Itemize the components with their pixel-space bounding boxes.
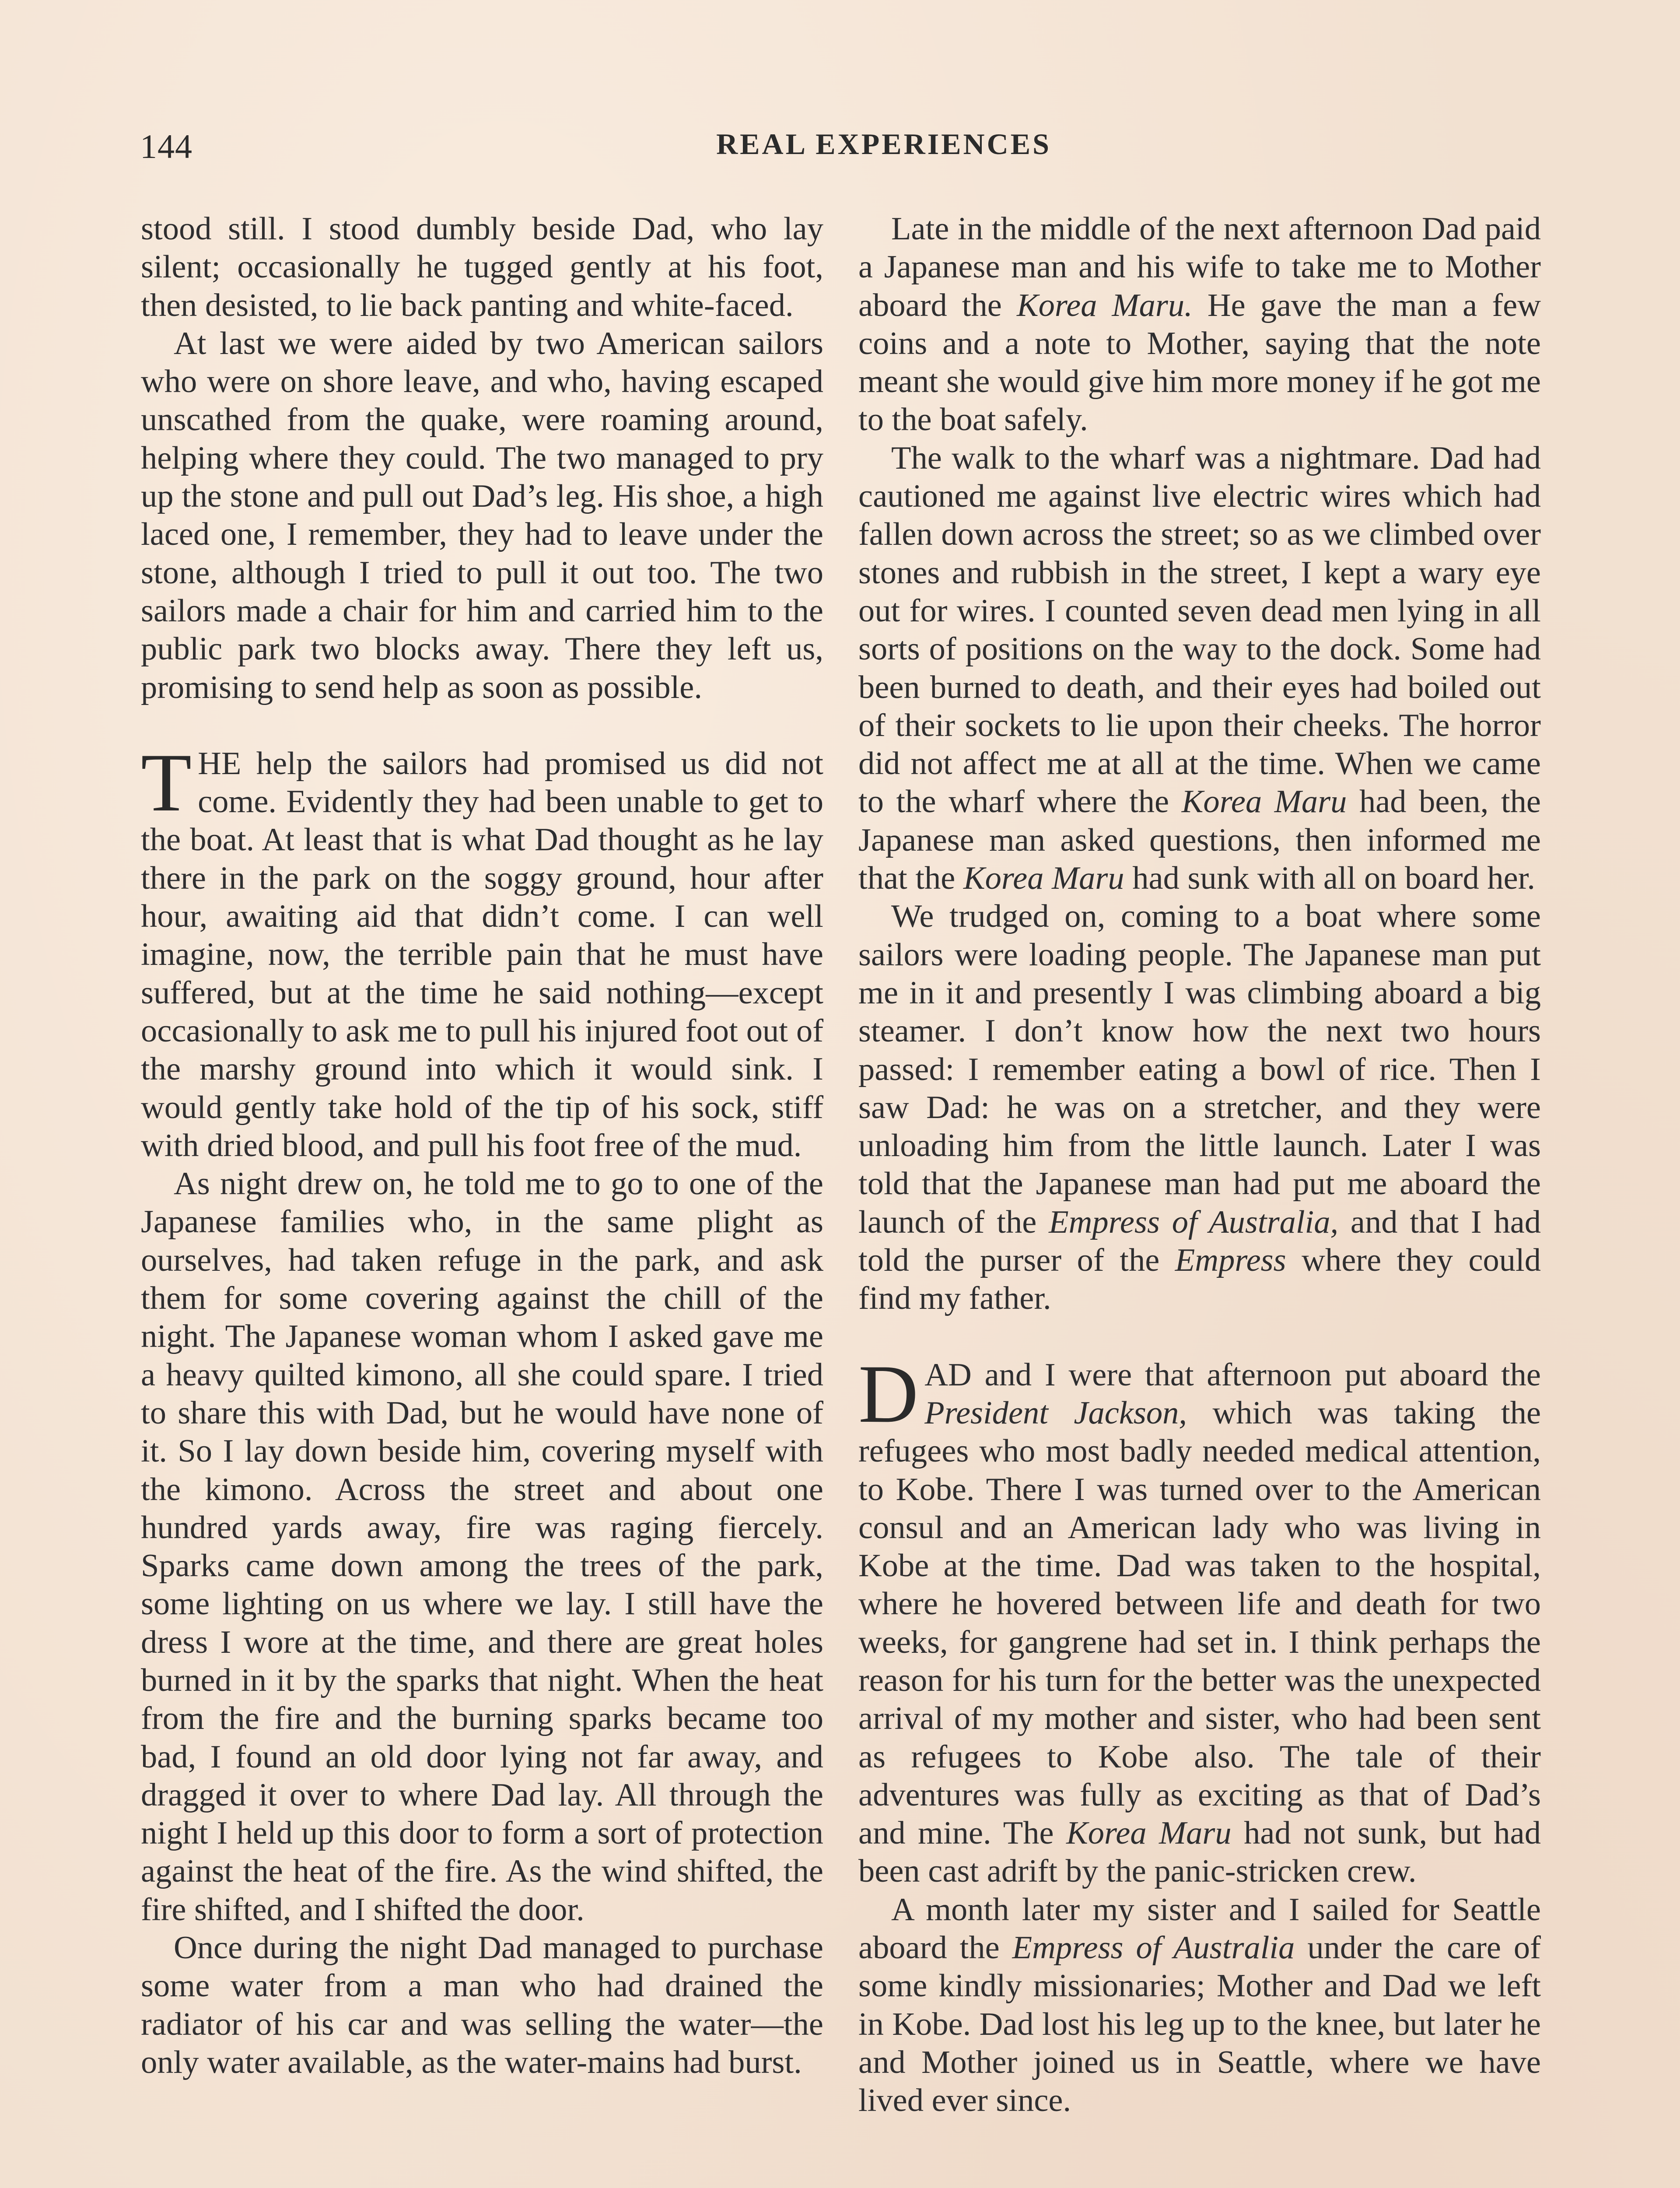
text-run: had not sunk, but had been cast adrift by the panic-stricken crew. [858, 1815, 1541, 1890]
paragraph: stood still. I stood dumbly beside Dad, who lay silent; occasionally he tugged gently at his foot, then desisted, to lie back panting and white-faced. [141, 211, 823, 323]
text-run: Late in the middle of the next afternoon Dad paid a Japanese man and his wife to take me to Mother aboard the [858, 211, 1541, 323]
left-column [141, 210, 823, 2082]
text-run: We trudged on, coming to a boat where some sailors were loading people. The Japanese man put me in it and presently I was climbing aboard a big steamer. I don’t know how the next two hours passed: I remember eating a bowl of rice. Then I saw Dad: he was on a stretcher, and they were unloading him from the little launch. Later I was told that the Japanese man had put me aboard the launch of the [858, 898, 1541, 1240]
ship-name: Korea Maru [1181, 784, 1347, 820]
paragraph: At last we were aided by two American sailors who were on shore leave, and who, having escaped unscathed from the quake, were roaming around, helping where they could. The two managed to pry up the stone and pull out Dad’s leg. His shoe, a high laced one, I remember, they had to leave under the stone, although I tried to pull it out too. The two sailors made a chair for him and carried him to the public park two blocks away. There they left us, promising to send help as soon as possible. [141, 325, 823, 705]
paragraph [858, 439, 1541, 898]
text-run: The walk to the wharf was a nightmare. Dad had cautioned me against live electric wires which had fallen down across the street; so as we climbed over stones and rubbish in the street, I kept a wary eye out for wires. I counted seven dead men lying in all sorts of positions on the way to the dock. Some had been burned to death, and their eyes had boiled out of their sockets to lie upon their cheeks. The horror did not affect me at all at the time. When we came to the wharf where the [858, 440, 1541, 820]
page-number: 144 [140, 127, 192, 165]
ship-name: Korea Maru. [1016, 287, 1193, 323]
ship-name: Korea Maru [963, 860, 1124, 897]
text-run: AD and I were that afternoon put aboard the [924, 1357, 1541, 1393]
text-run: had sunk with all on board her. [1124, 860, 1536, 897]
paragraph-text: HE help the sailors had promised us did not come. Evidently they had been unable to get to the boat. At least that is what Dad thought as he lay there in the park on the soggy ground, hour after hour, awaiting aid that didn’t come. I can well imagine, now, the terrible pain that he must have suffered, but at the time he said nothing—except occasionally to ask me to pull his injured foot out of the marshy ground into which it would sink. I would gently take hold of the tip of his sock, stiff with dried blood, and pull his foot free of the mud. [141, 745, 823, 1164]
paragraph-dropcap [858, 1348, 1541, 1891]
text-run: under the care of some kindly missionaries; Mother and Dad we left in Kobe. Dad lost his leg up to the knee, but later he and Mother joined us in Seattle, where we have lived ever since. [858, 1930, 1541, 2119]
drop-cap: D [858, 1348, 919, 1440]
running-head: REAL EXPERIENCES [716, 127, 1051, 161]
text-run: where they could find my father. [858, 1242, 1541, 1317]
ship-name: President Jackson, [924, 1395, 1187, 1431]
paragraph: Once during the night Dad managed to purchase some water from a man who had drained the radiator of his car and was selling the water—the only water available, as the water-mains had burst. [141, 1930, 823, 2080]
drop-cap: T [141, 736, 192, 829]
page-header [140, 127, 1540, 179]
paragraph [858, 210, 1541, 439]
ship-name: Empress [1175, 1242, 1286, 1279]
text-run: had been, the Japanese man asked questions, then informed me that the [858, 784, 1541, 897]
paragraph [858, 898, 1541, 1318]
ship-name: Korea Maru [1066, 1815, 1232, 1851]
text-run: which was taking the refugees who most badly needed medical attention, to Kobe. There I was turned over to the American consul and an American lady who was living in Kobe at the time. Dad was taken to the hospital, where he hovered between life and death for two weeks, for gangrene had set in. I think perhaps the reason for his turn for the better was the unexpected arrival of my mother and sister, who had been sent as refugees to Kobe also. The tale of their adventures was fully as exciting as that of Dad’s and mine. The [858, 1395, 1541, 1851]
paragraph: As night drew on, he told me to go to one of the Japanese families who, in the same plight as ourselves, had taken refuge in the park, and ask them for some covering against the chill of the night. The Japanese woman whom I asked gave me a heavy quilted kimono, all she could spare. I tried to share this with Dad, but he would have none of it. So I lay down beside him, covering myself with the kimono. Across the street and about one hundred yards away, fire was raging fiercely. Sparks came down among the trees of the park, some lighting on us where we lay. I still have the dress I wore at the time, and there are great holes burned in it by the sparks that night. When the heat from the fire and the burning sparks became too bad, I found an old door lying not far away, and dragged it over to where Dad lay. All through the night I held up this door to form a sort of protection against the heat of the fire. As the wind shifted, the fire shifted, and I shifted the door. [141, 1166, 823, 1928]
text-run: He gave the man a few coins and a note to Mother, saying that the note meant she would give him more money if he got me to the boat safely. [858, 287, 1541, 438]
ship-name: Empress of Australia, [1049, 1204, 1339, 1240]
paragraph [858, 1891, 1541, 2120]
text-run: A month later my sister and I sailed for Seattle aboard the [858, 1891, 1541, 1966]
text-run: and that I had told the purser of the [858, 1204, 1541, 1279]
right-column [858, 210, 1541, 2120]
paragraph-dropcap [141, 736, 823, 1165]
ship-name: Empress of Australia [1012, 1930, 1295, 1966]
